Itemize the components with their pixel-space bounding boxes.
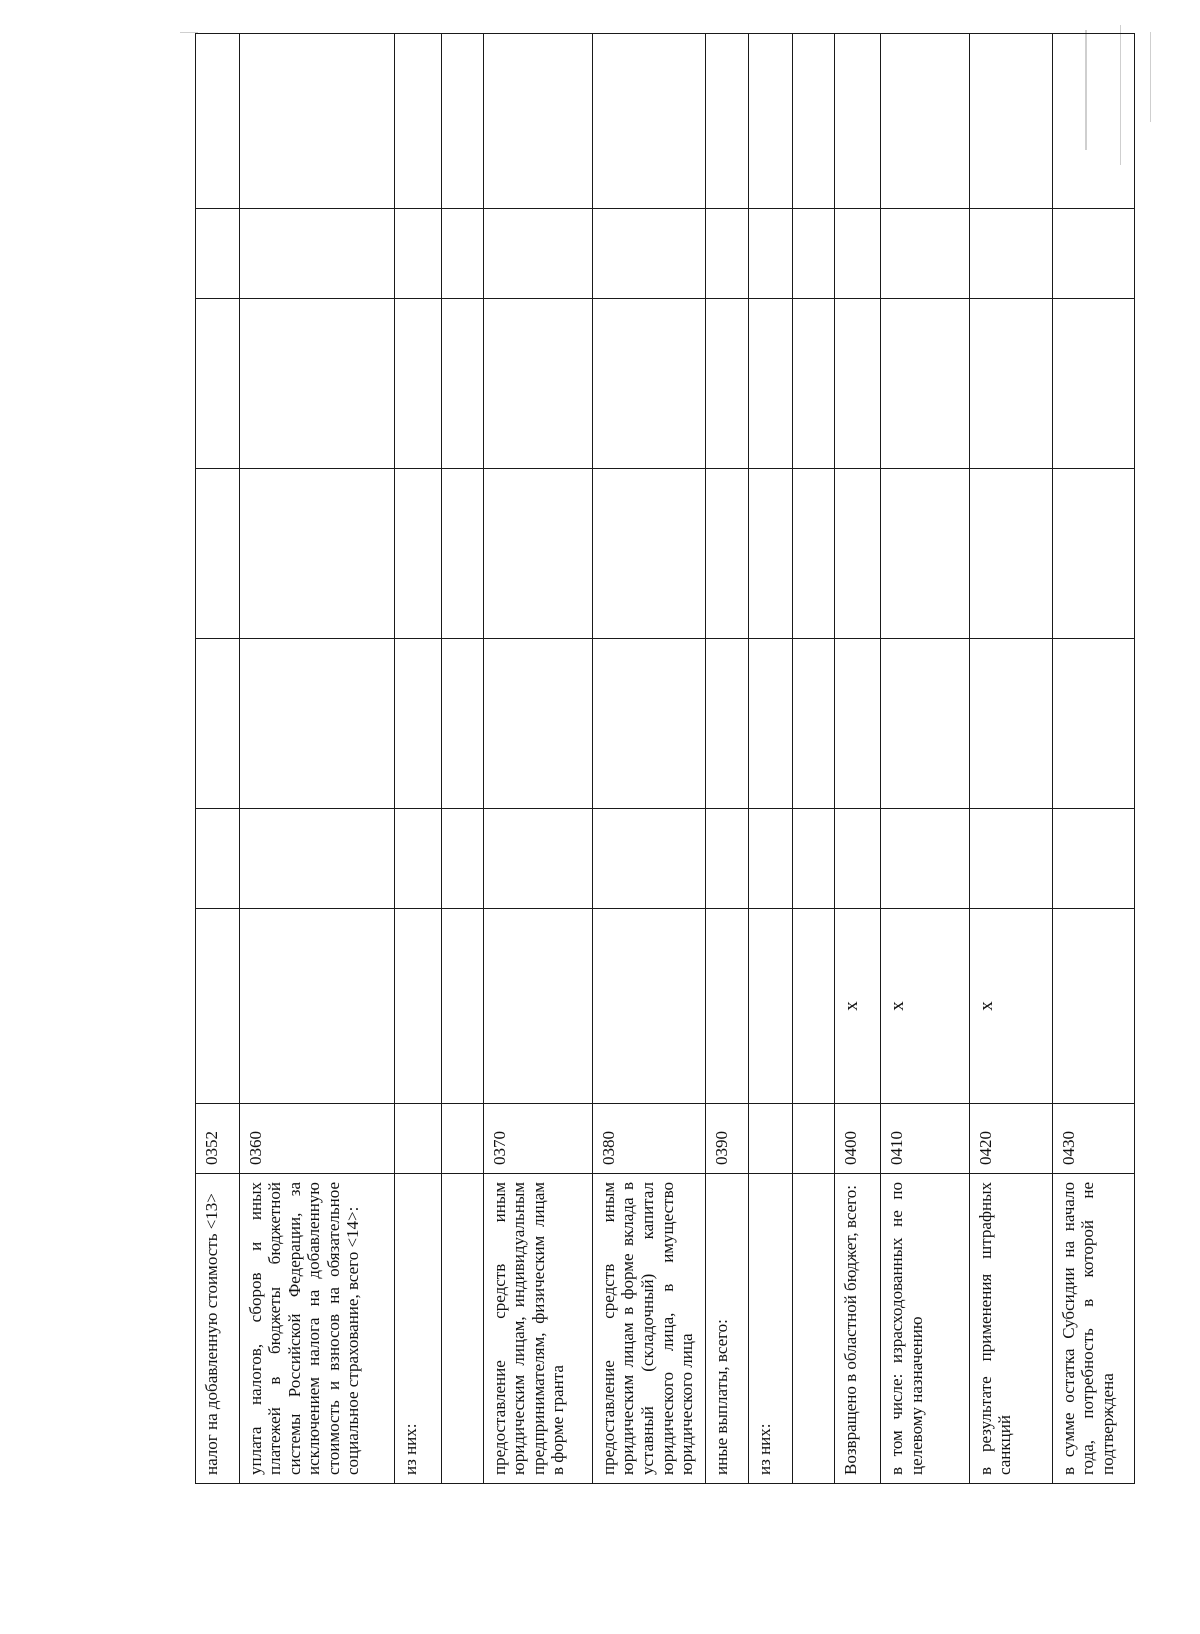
marker-cell	[705, 909, 749, 1104]
value-cell	[442, 299, 484, 469]
value-cell	[969, 469, 1052, 639]
value-cell	[705, 809, 749, 909]
value-cell	[881, 34, 969, 209]
value-cell	[483, 639, 592, 809]
rotated-table-container	[195, 34, 1135, 1484]
row-code	[749, 1104, 793, 1174]
value-cell	[442, 34, 484, 209]
table-row	[749, 34, 793, 1484]
table-row	[881, 34, 969, 1484]
value-cell	[834, 639, 881, 809]
value-cell	[592, 639, 705, 809]
value-cell	[793, 639, 835, 809]
value-cell	[969, 209, 1052, 299]
value-cell	[834, 34, 881, 209]
row-code: 0390	[705, 1104, 749, 1174]
value-cell	[395, 299, 442, 469]
table-row	[1052, 34, 1134, 1484]
row-label: уплата налогов, сборов и иных платежей в бюджеты бюджетной системы Российской Федерации, за исключением налога на добавленную стоимость и взносов на обязательное социальное страхование, всего <14>:	[239, 1174, 395, 1484]
row-code: 0420	[969, 1104, 1052, 1174]
value-cell	[749, 469, 793, 639]
value-cell	[239, 34, 395, 209]
value-cell	[196, 639, 240, 809]
value-cell	[483, 209, 592, 299]
value-cell	[969, 34, 1052, 209]
value-cell	[1052, 639, 1134, 809]
scan-artifact	[1150, 32, 1151, 122]
row-label: из них:	[749, 1174, 793, 1484]
marker-cell	[749, 909, 793, 1104]
row-label: налог на добавленную стоимость <13>	[196, 1174, 240, 1484]
value-cell	[969, 639, 1052, 809]
value-cell	[442, 809, 484, 909]
value-cell	[196, 809, 240, 909]
value-cell	[969, 299, 1052, 469]
value-cell	[239, 209, 395, 299]
value-cell	[705, 34, 749, 209]
value-cell	[196, 34, 240, 209]
value-cell	[483, 299, 592, 469]
value-cell	[442, 639, 484, 809]
marker-cell: x	[881, 909, 969, 1104]
value-cell	[196, 209, 240, 299]
row-code: 0430	[1052, 1104, 1134, 1174]
value-cell	[592, 809, 705, 909]
value-cell	[1052, 209, 1134, 299]
row-code: 0370	[483, 1104, 592, 1174]
value-cell	[1052, 809, 1134, 909]
value-cell	[239, 809, 395, 909]
value-cell	[239, 639, 395, 809]
marker-cell	[239, 909, 395, 1104]
table-row	[969, 34, 1052, 1484]
table-row	[196, 34, 240, 1484]
value-cell	[483, 469, 592, 639]
row-code: 0400	[834, 1104, 881, 1174]
value-cell	[705, 639, 749, 809]
value-cell	[793, 809, 835, 909]
value-cell	[749, 809, 793, 909]
value-cell	[483, 34, 592, 209]
value-cell	[395, 469, 442, 639]
row-label: в результате применения штрафных санкций	[969, 1174, 1052, 1484]
row-label: в сумме остатка Субсидии на начало года, потребность в которой не подтверждена	[1052, 1174, 1134, 1484]
table-row	[834, 34, 881, 1484]
value-cell	[1052, 299, 1134, 469]
value-cell	[1052, 34, 1134, 209]
row-label: предоставление средств иным юридическим лицам, индивидуальным предпринимателям, физическим лицам в форме гранта	[483, 1174, 592, 1484]
value-cell	[395, 639, 442, 809]
marker-cell	[793, 909, 835, 1104]
value-cell	[705, 299, 749, 469]
row-label: в том числе: израсходованных не по целевому назначению	[881, 1174, 969, 1484]
value-cell	[881, 639, 969, 809]
value-cell	[395, 209, 442, 299]
value-cell	[395, 809, 442, 909]
row-code: 0352	[196, 1104, 240, 1174]
marker-cell	[442, 909, 484, 1104]
row-label	[442, 1174, 484, 1484]
value-cell	[592, 34, 705, 209]
marker-cell	[395, 909, 442, 1104]
table-row	[442, 34, 484, 1484]
value-cell	[592, 469, 705, 639]
value-cell	[1052, 469, 1134, 639]
value-cell	[749, 34, 793, 209]
value-cell	[881, 299, 969, 469]
row-code: 0380	[592, 1104, 705, 1174]
marker-cell: x	[834, 909, 881, 1104]
marker-cell	[196, 909, 240, 1104]
table-row	[483, 34, 592, 1484]
marker-cell	[1052, 909, 1134, 1104]
table-row	[395, 34, 442, 1484]
marker-cell: x	[969, 909, 1052, 1104]
value-cell	[749, 639, 793, 809]
value-cell	[196, 469, 240, 639]
value-cell	[834, 809, 881, 909]
value-cell	[834, 299, 881, 469]
report-table	[195, 33, 1135, 1484]
value-cell	[793, 299, 835, 469]
row-code	[395, 1104, 442, 1174]
row-label: предоставление средств иным юридическим лицам в форме вклада в уставный (складочный) капитал юридического лица, в имущество юридического лица	[592, 1174, 705, 1484]
value-cell	[592, 299, 705, 469]
value-cell	[881, 469, 969, 639]
value-cell	[834, 469, 881, 639]
value-cell	[592, 209, 705, 299]
value-cell	[239, 469, 395, 639]
table-row	[239, 34, 395, 1484]
row-label	[793, 1174, 835, 1484]
value-cell	[881, 809, 969, 909]
value-cell	[749, 209, 793, 299]
row-label: Возвращено в областной бюджет, всего:	[834, 1174, 881, 1484]
value-cell	[793, 469, 835, 639]
table-row	[705, 34, 749, 1484]
value-cell	[793, 34, 835, 209]
value-cell	[442, 469, 484, 639]
table-row	[793, 34, 835, 1484]
value-cell	[705, 209, 749, 299]
row-code: 0360	[239, 1104, 395, 1174]
row-code: 0410	[881, 1104, 969, 1174]
value-cell	[793, 209, 835, 299]
value-cell	[442, 209, 484, 299]
row-label: из них:	[395, 1174, 442, 1484]
value-cell	[881, 209, 969, 299]
value-cell	[969, 809, 1052, 909]
row-code	[442, 1104, 484, 1174]
table-row	[592, 34, 705, 1484]
row-label: иные выплаты, всего:	[705, 1174, 749, 1484]
value-cell	[749, 299, 793, 469]
row-code	[793, 1104, 835, 1174]
value-cell	[395, 34, 442, 209]
value-cell	[834, 209, 881, 299]
value-cell	[239, 299, 395, 469]
value-cell	[483, 809, 592, 909]
marker-cell	[483, 909, 592, 1104]
marker-cell	[592, 909, 705, 1104]
value-cell	[705, 469, 749, 639]
value-cell	[196, 299, 240, 469]
